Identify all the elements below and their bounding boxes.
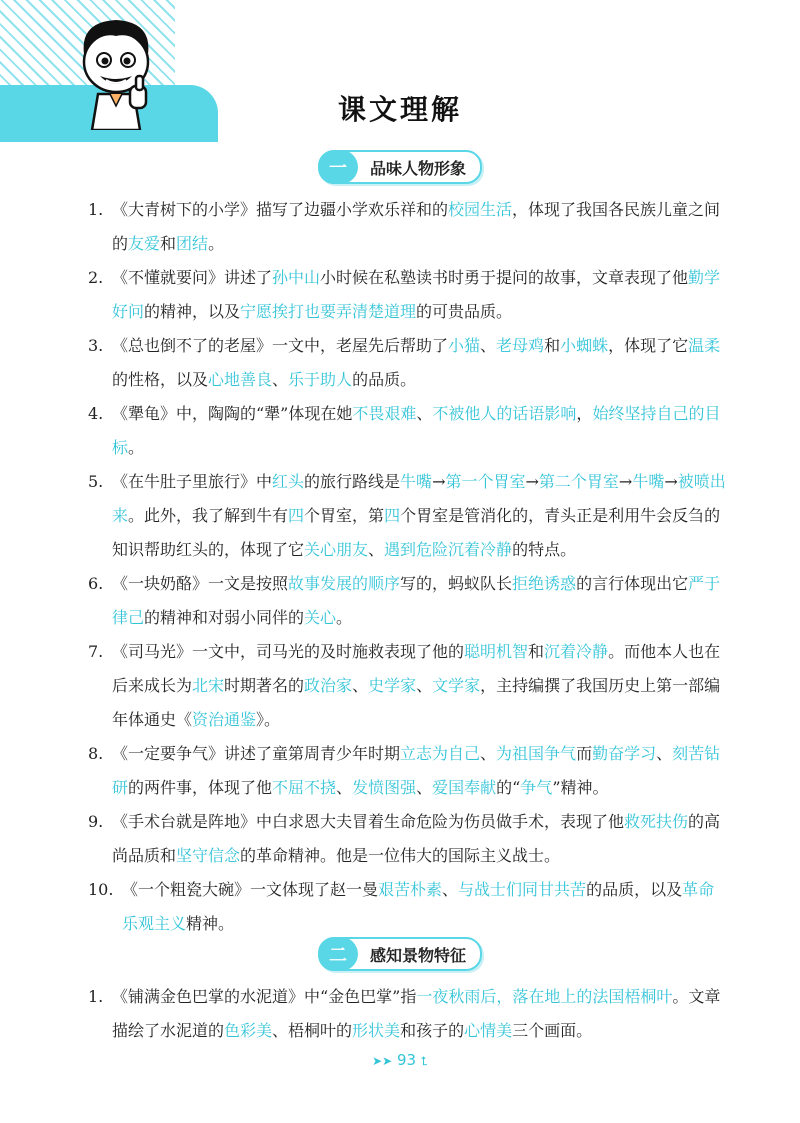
answer-highlight: 牛嘴 bbox=[632, 472, 665, 491]
answer-highlight: 史学家 bbox=[368, 676, 417, 695]
footer-arrows-icon: ⮤ bbox=[420, 1054, 428, 1068]
answer-highlight: 坚守信念 bbox=[176, 846, 241, 865]
answer-highlight: 团结 bbox=[176, 234, 209, 253]
answer-highlight: 勤学好问 bbox=[112, 268, 721, 321]
item-text: 。此外，我了解到牛有 bbox=[128, 506, 289, 525]
answer-highlight: 关心 bbox=[304, 608, 337, 627]
answer-highlight: 老母鸡 bbox=[496, 336, 545, 355]
item-text: ”精神。 bbox=[552, 778, 609, 797]
answer-highlight: 故事发展的顺序 bbox=[288, 574, 401, 593]
answer-highlight: 小猫 bbox=[448, 336, 481, 355]
list-item bbox=[88, 329, 728, 397]
footer-arrows-icon: ➤➤ bbox=[372, 1054, 393, 1068]
item-text: 和 bbox=[160, 234, 177, 253]
list-item bbox=[88, 737, 728, 805]
section-header-1 bbox=[0, 150, 800, 184]
item-text: 《铺满金色巴掌的水泥道》中“金色巴掌”指 bbox=[112, 987, 417, 1006]
answer-highlight: 聪明机智 bbox=[464, 642, 529, 661]
answer-highlight: 救死扶伤 bbox=[624, 812, 689, 831]
item-text: 、 bbox=[480, 744, 497, 763]
item-text: 《一定要争气》讲述了童第周青少年时期 bbox=[112, 744, 401, 763]
item-number: 10. bbox=[88, 880, 114, 899]
list-item bbox=[88, 397, 728, 465]
answer-highlight: 不屈不挠 bbox=[272, 778, 337, 797]
answer-highlight: 爱国奉献 bbox=[432, 778, 497, 797]
item-text: 和孩子的 bbox=[400, 1021, 465, 1040]
item-text: 《大青树下的小学》描写了边疆小学欢乐祥和的 bbox=[112, 200, 449, 219]
item-text: 的可贵品质。 bbox=[416, 302, 513, 321]
answer-highlight: 被喷出来 bbox=[112, 472, 726, 525]
item-text: 、 bbox=[336, 778, 353, 797]
item-text: ，主持编撰了我国历史上第一部编年体通史《 bbox=[112, 676, 721, 729]
item-number: 3. bbox=[88, 336, 104, 355]
answer-highlight: 一夜秋雨后，落在地上的法国梧桐叶 bbox=[416, 987, 673, 1006]
item-text: 的品质，以及 bbox=[586, 880, 683, 899]
item-text: 、 bbox=[368, 540, 385, 559]
item-text: 。 bbox=[128, 438, 145, 457]
section-number-badge: 一 bbox=[318, 150, 358, 184]
item-text: 《手术台就是阵地》中白求恩大夫冒着生命危险为伤员做手术，表现了他 bbox=[112, 812, 625, 831]
item-text: 的旅行路线是 bbox=[304, 472, 401, 491]
item-number: 1. bbox=[88, 200, 104, 219]
item-text: 的高尚品质和 bbox=[112, 812, 721, 865]
answer-highlight: 色彩美 bbox=[224, 1021, 273, 1040]
item-text: 、 bbox=[416, 778, 433, 797]
answer-highlight: 资治通鉴 bbox=[192, 710, 257, 729]
answer-highlight: 始终坚持自己的目标 bbox=[112, 404, 721, 457]
answer-highlight: 孙中山 bbox=[272, 268, 321, 287]
item-number: 2. bbox=[88, 268, 104, 287]
answer-highlight: 关心朋友 bbox=[304, 540, 369, 559]
answer-highlight: 发愤图强 bbox=[352, 778, 417, 797]
item-text: 和 bbox=[544, 336, 561, 355]
answer-highlight: 小蜘蛛 bbox=[560, 336, 609, 355]
item-text: 《不懂就要问》讲述了 bbox=[112, 268, 273, 287]
item-text: 而 bbox=[576, 744, 593, 763]
item-number: 7. bbox=[88, 642, 104, 661]
item-text: 的精神，以及 bbox=[144, 302, 241, 321]
item-text: 的性格，以及 bbox=[112, 370, 209, 389]
answer-highlight: 宁愿挨打也要弄清楚道理 bbox=[240, 302, 417, 321]
answer-highlight: 四 bbox=[384, 506, 401, 525]
item-number: 1. bbox=[88, 987, 104, 1006]
page-title: 课文理解 bbox=[337, 93, 462, 126]
list-item bbox=[88, 261, 728, 329]
list-item bbox=[88, 980, 728, 1048]
item-text: 的精神和对弱小同伴的 bbox=[144, 608, 305, 627]
item-text: ，体现了它 bbox=[608, 336, 689, 355]
answer-highlight: 乐于助人 bbox=[288, 370, 353, 389]
item-text: 》。 bbox=[256, 710, 281, 729]
item-text: 的“ bbox=[496, 778, 521, 797]
item-text: 《总也倒不了的老屋》一文中，老屋先后帮助了 bbox=[112, 336, 449, 355]
answer-highlight: 第二个胃室 bbox=[538, 472, 619, 491]
item-text: ， bbox=[576, 404, 593, 423]
list-item bbox=[88, 567, 728, 635]
answer-highlight: 不被他人的话语影响 bbox=[432, 404, 577, 423]
list-item bbox=[88, 193, 728, 261]
list-item bbox=[88, 465, 728, 567]
item-text: 的品质。 bbox=[352, 370, 417, 389]
item-text: 和 bbox=[528, 642, 545, 661]
answer-highlight: 艰苦朴素 bbox=[378, 880, 443, 899]
item-text: 、 bbox=[656, 744, 673, 763]
section-title: 感知景物特征 bbox=[369, 945, 466, 965]
section-1-item-list bbox=[88, 193, 728, 941]
answer-highlight: 形状美 bbox=[352, 1021, 401, 1040]
answer-highlight: 友爱 bbox=[128, 234, 161, 253]
item-text: 。 bbox=[336, 608, 353, 627]
item-text: 、 bbox=[352, 676, 369, 695]
item-text: 《司马光》一文中，司马光的及时施救表现了他的 bbox=[112, 642, 465, 661]
item-text: 、 bbox=[416, 676, 433, 695]
item-text: → bbox=[618, 472, 633, 491]
item-text: 的革命精神。他是一位伟大的国际主义战士。 bbox=[240, 846, 561, 865]
answer-highlight: 牛嘴 bbox=[400, 472, 433, 491]
section-title: 品味人物形象 bbox=[369, 158, 466, 178]
item-text: 《一块奶酪》一文是按照 bbox=[112, 574, 289, 593]
item-text: → bbox=[525, 472, 539, 491]
item-text: 、 bbox=[442, 880, 459, 899]
answer-highlight: 北宋 bbox=[192, 676, 225, 695]
item-text: 精神。 bbox=[186, 914, 235, 933]
item-text: 、 bbox=[480, 336, 497, 355]
answer-highlight: 为祖国争气 bbox=[496, 744, 577, 763]
item-text: 个胃室，第 bbox=[304, 506, 385, 525]
item-text: 写的，蚂蚁队长 bbox=[400, 574, 513, 593]
answer-highlight: 红头 bbox=[272, 472, 305, 491]
item-text: 《一个粗瓷大碗》一文体现了赵一曼 bbox=[122, 880, 379, 899]
item-text: ，体现了我国各民族儿童之间的 bbox=[112, 200, 721, 253]
item-text: → bbox=[432, 472, 446, 491]
section-title-pill bbox=[318, 150, 482, 184]
answer-highlight: 刻苦钻研 bbox=[112, 744, 721, 797]
answer-highlight: 心情美 bbox=[464, 1021, 513, 1040]
answer-highlight: 四 bbox=[288, 506, 305, 525]
answer-highlight: 立志为自己 bbox=[400, 744, 481, 763]
item-text: 三个画面。 bbox=[512, 1021, 593, 1040]
list-item bbox=[88, 873, 728, 941]
list-item bbox=[88, 635, 728, 737]
section-header-2 bbox=[0, 937, 800, 971]
answer-highlight: 第一个胃室 bbox=[445, 472, 526, 491]
section-number-badge: 二 bbox=[318, 937, 358, 971]
answer-highlight: 遇到危险沉着冷静 bbox=[384, 540, 513, 559]
answer-highlight: 革命乐观主义 bbox=[122, 880, 715, 933]
section-2-item-list bbox=[88, 980, 728, 1048]
item-text: 、梧桐叶的 bbox=[272, 1021, 353, 1040]
answer-highlight: 温柔 bbox=[688, 336, 721, 355]
item-text: 、 bbox=[272, 370, 289, 389]
answer-highlight: 勤奋学习 bbox=[592, 744, 657, 763]
item-text: 《在牛肚子里旅行》中 bbox=[112, 472, 273, 491]
answer-highlight: 校园生活 bbox=[448, 200, 513, 219]
item-text: 《犟龟》中，陶陶的“犟”体现在她 bbox=[112, 404, 353, 423]
item-number: 9. bbox=[88, 812, 104, 831]
item-text: → bbox=[664, 472, 678, 491]
item-text: 的特点。 bbox=[512, 540, 577, 559]
item-text: 的言行体现出它 bbox=[576, 574, 689, 593]
item-text: 。而他本人也在后来成长为 bbox=[112, 642, 721, 695]
page-footer bbox=[0, 1051, 800, 1069]
page-number: 93 bbox=[396, 1051, 417, 1069]
item-text: 个胃室是管消化的，青头正是利用牛会反刍的知识帮助红头的，体现了它 bbox=[112, 506, 721, 559]
answer-highlight: 严于律己 bbox=[112, 574, 721, 627]
answer-highlight: 心地善良 bbox=[208, 370, 273, 389]
answer-highlight: 与战士们同甘共苦 bbox=[458, 880, 587, 899]
item-text: 。 bbox=[208, 234, 225, 253]
answer-highlight: 沉着冷静 bbox=[544, 642, 609, 661]
item-text: 。文章描绘了水泥道的 bbox=[112, 987, 721, 1040]
item-text: 时期著名的 bbox=[224, 676, 305, 695]
answer-highlight: 不畏艰难 bbox=[352, 404, 417, 423]
answer-highlight: 文学家 bbox=[432, 676, 481, 695]
item-number: 5. bbox=[88, 472, 104, 491]
answer-highlight: 争气 bbox=[520, 778, 553, 797]
list-item bbox=[88, 805, 728, 873]
item-number: 8. bbox=[88, 744, 104, 763]
answer-highlight: 拒绝诱惑 bbox=[512, 574, 577, 593]
item-text: 小时候在私塾读书时勇于提问的故事，文章表现了他 bbox=[320, 268, 689, 287]
item-number: 6. bbox=[88, 574, 104, 593]
item-text: 的两件事，体现了他 bbox=[128, 778, 273, 797]
answer-highlight: 政治家 bbox=[304, 676, 353, 695]
section-title-pill bbox=[318, 937, 482, 971]
item-number: 4. bbox=[88, 404, 104, 423]
item-text: 、 bbox=[416, 404, 433, 423]
